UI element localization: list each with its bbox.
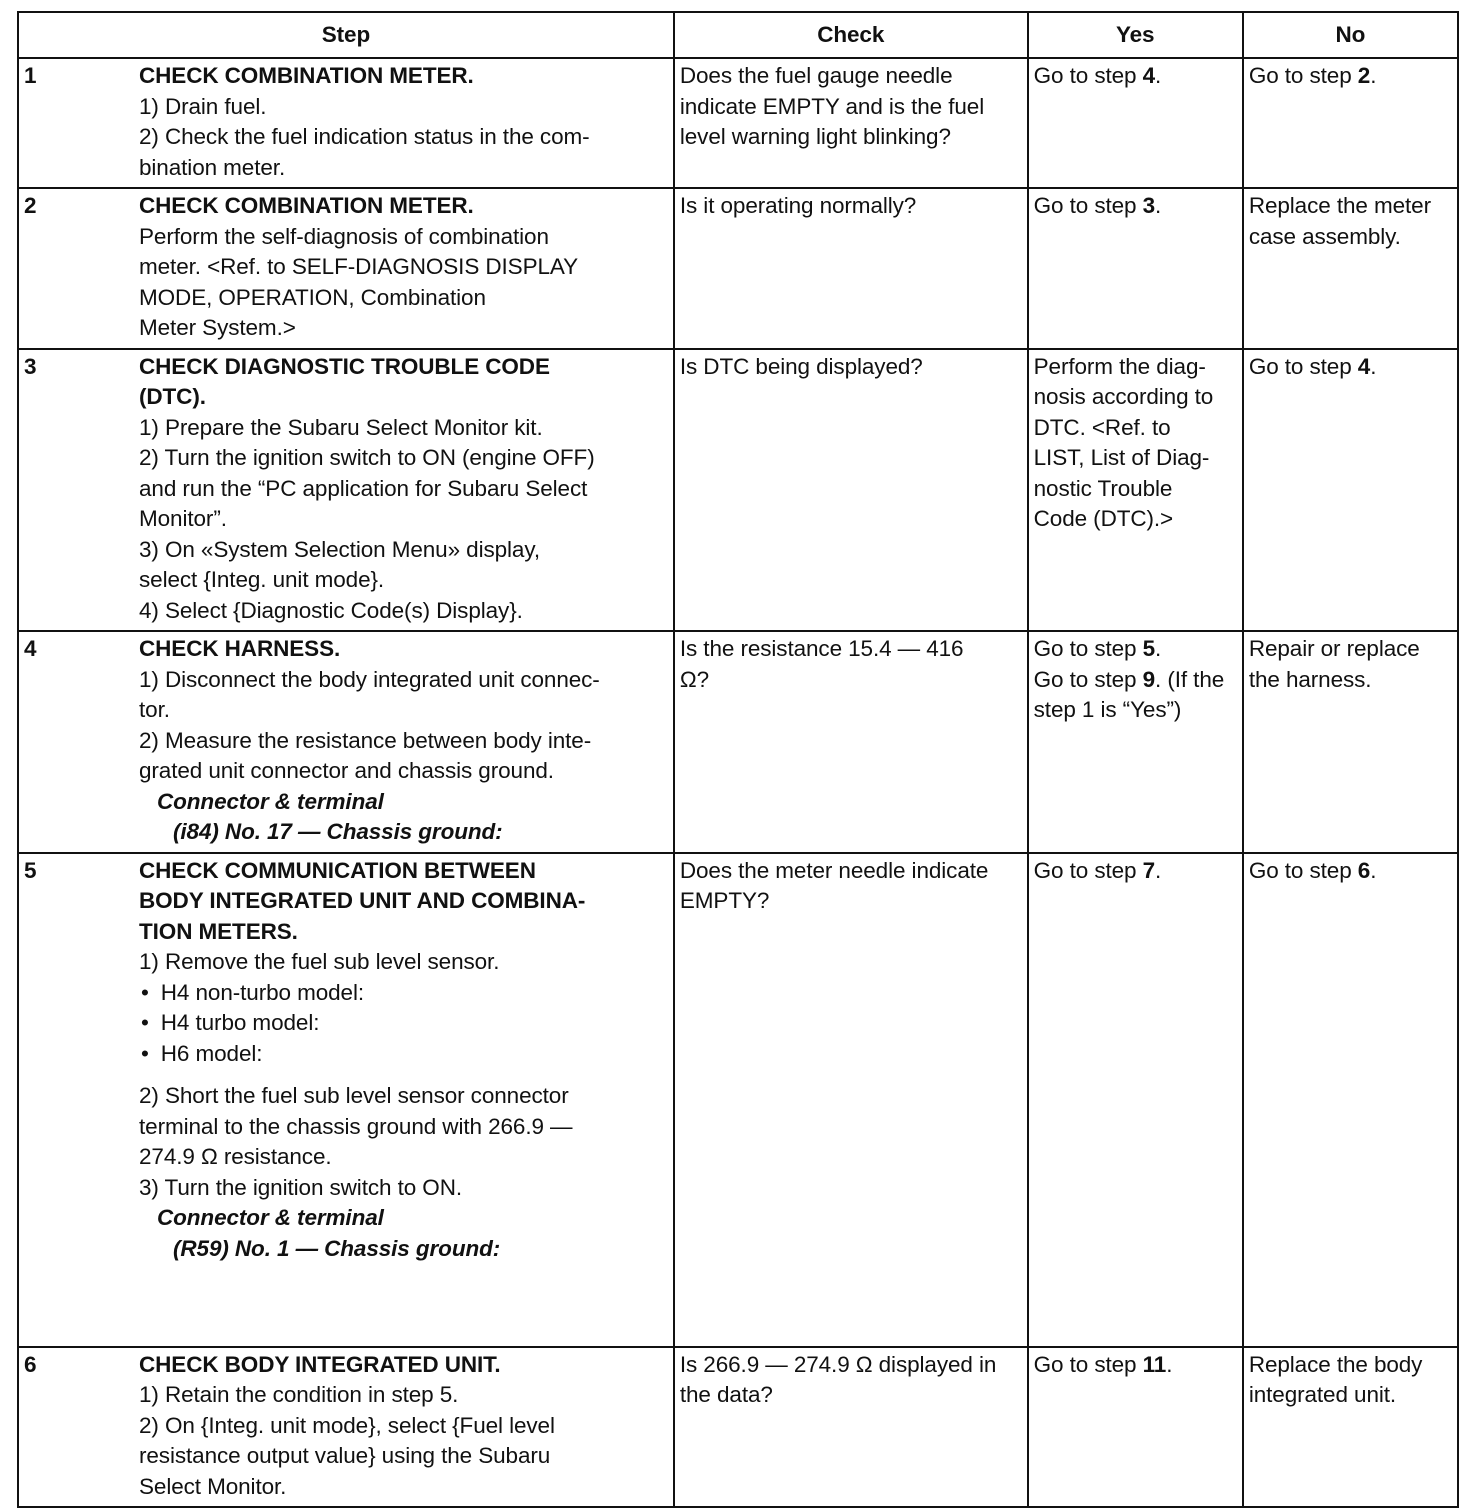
terminal-spec: (i84) No. 17 — Chassis ground:	[173, 819, 503, 844]
step-title: CHECK COMMUNICATION BETWEEN	[139, 857, 536, 883]
step-line: 2) On {Integ. unit mode}, select {Fuel level	[139, 1412, 555, 1438]
step-line: 1) Remove the fuel sub level sensor.	[139, 949, 500, 974]
no-step-number: 2	[1357, 63, 1371, 88]
step-title: CHECK DIAGNOSTIC TROUBLE CODE	[139, 353, 550, 379]
step-line: select {Integ. unit mode}.	[139, 567, 385, 592]
step-title: CHECK COMBINATION METER.	[139, 193, 474, 218]
table-row	[18, 58, 1458, 188]
header-yes: Yes	[1028, 12, 1243, 58]
step-line: Meter System.>	[139, 315, 296, 340]
header-row	[18, 12, 1458, 58]
yes-cell: Go to step 5. Go to step 9. (If the step 1 is “Yes”)	[1028, 631, 1243, 853]
step-number: 3	[24, 353, 37, 379]
step-title: (DTC).	[139, 384, 206, 409]
no-step-number: 4	[1357, 353, 1371, 379]
table-row	[18, 853, 1458, 1347]
yes-cell: Go to step 4.	[1028, 58, 1243, 188]
yes-step-number: 5	[1142, 636, 1156, 661]
yes-step-number: 11	[1142, 1351, 1167, 1377]
step-line: and run the “PC application for Subaru Select	[139, 475, 588, 501]
step-line: 1) Disconnect the body integrated unit connec-	[139, 666, 600, 692]
table-row	[18, 188, 1458, 349]
step-title: BODY INTEGRATED UNIT AND COMBINA-	[139, 888, 586, 913]
step-line: Select Monitor.	[139, 1473, 287, 1499]
step-line: tor.	[139, 697, 170, 722]
step-title: CHECK HARNESS.	[139, 636, 341, 661]
step-cell	[18, 1347, 674, 1508]
step-line: 2) Measure the resistance between body inte-	[139, 727, 592, 753]
no-cell: Go to step 2.	[1243, 58, 1458, 188]
step-line: 3) On «System Selection Menu» display,	[139, 536, 540, 562]
check-cell: Is the resistance 15.4 — 416 Ω?	[674, 631, 1028, 853]
step-line: grated unit connector and chassis ground.	[139, 758, 554, 783]
step-number: 5	[24, 857, 37, 883]
step-line: 4) Select {Diagnostic Code(s) Display}.	[139, 597, 523, 623]
step-number: 1	[24, 63, 37, 88]
step-cell	[18, 58, 674, 188]
check-cell: Does the fuel gauge needle indicate EMPTY and is the fuel level warning light blinking?	[674, 58, 1028, 188]
step-title: TION METERS.	[139, 918, 298, 944]
step-line: resistance output value} using the Subaru	[139, 1443, 551, 1468]
diagnostic-table	[17, 11, 1459, 1508]
header-check: Check	[674, 12, 1028, 58]
header-no: No	[1243, 12, 1458, 58]
step-line: meter. <Ref. to SELF-DIAGNOSIS DISPLAY	[139, 254, 579, 279]
no-cell: Replace the body integrated unit.	[1243, 1347, 1458, 1508]
step-line: 1) Drain fuel.	[139, 93, 267, 119]
list-item: • H4 turbo model:	[139, 1008, 668, 1039]
check-cell: Is it operating normally?	[674, 188, 1028, 349]
step-line: Perform the self-diagnosis of combination	[139, 223, 549, 249]
step-number: 6	[24, 1351, 37, 1377]
no-cell: Repair or replace the harness.	[1243, 631, 1458, 853]
no-cell: Go to step 4.	[1243, 349, 1458, 632]
connector-label: Connector & terminal	[157, 1205, 384, 1230]
yes-cell: Perform the diag- nosis according to DTC. <Ref. to LIST, List of Diag- nostic Trouble Code (DTC).>	[1028, 349, 1243, 632]
step-line: Monitor”.	[139, 506, 227, 531]
yes-step-number: 3	[1142, 193, 1156, 218]
no-cell: Replace the meter case assembly.	[1243, 188, 1458, 349]
yes-step-number: 4	[1142, 63, 1156, 88]
step-line: terminal to the chassis ground with 266.9 —	[139, 1113, 573, 1139]
step-line: 1) Retain the condition in step 5.	[139, 1382, 459, 1407]
step-cell	[18, 188, 674, 349]
step-line: 2) Check the fuel indication status in the com-	[139, 124, 590, 149]
list-item: • H6 model:	[139, 1039, 668, 1070]
yes-step-number: 9	[1142, 666, 1156, 692]
yes-cell: Go to step 7.	[1028, 853, 1243, 1347]
table-row	[18, 349, 1458, 632]
header-step: Step	[18, 12, 674, 58]
step-cell	[18, 349, 674, 632]
step-line: 2) Turn the ignition switch to ON (engine OFF)	[139, 445, 595, 470]
step-line: 1) Prepare the Subaru Select Monitor kit.	[139, 414, 543, 440]
check-cell: Does the meter needle indicate EMPTY?	[674, 853, 1028, 1347]
check-cell: Is 266.9 — 274.9 Ω displayed in the data?	[674, 1347, 1028, 1508]
yes-cell: Go to step 3.	[1028, 188, 1243, 349]
step-line: MODE, OPERATION, Combination	[139, 284, 486, 310]
terminal-spec: (R59) No. 1 — Chassis ground:	[173, 1235, 501, 1261]
yes-cell: Go to step 11.	[1028, 1347, 1243, 1508]
step-line: 3) Turn the ignition switch to ON.	[139, 1174, 462, 1200]
step-number: 4	[24, 636, 37, 661]
step-number: 2	[24, 193, 37, 218]
step-line: 274.9 Ω resistance.	[139, 1144, 332, 1169]
no-step-number: 6	[1357, 857, 1371, 883]
step-line: 2) Short the fuel sub level sensor connector	[139, 1083, 569, 1108]
step-line: bination meter.	[139, 154, 286, 180]
step-cell	[18, 631, 674, 853]
step-title: CHECK BODY INTEGRATED UNIT.	[139, 1351, 501, 1377]
connector-label: Connector & terminal	[157, 788, 384, 814]
step-title: CHECK COMBINATION METER.	[139, 63, 474, 88]
no-cell: Go to step 6.	[1243, 853, 1458, 1347]
list-item: • H4 non-turbo model:	[139, 978, 668, 1009]
yes-step-number: 7	[1142, 857, 1156, 883]
step-cell	[18, 853, 674, 1347]
table-row	[18, 1347, 1458, 1508]
check-cell: Is DTC being displayed?	[674, 349, 1028, 632]
table-row	[18, 631, 1458, 853]
